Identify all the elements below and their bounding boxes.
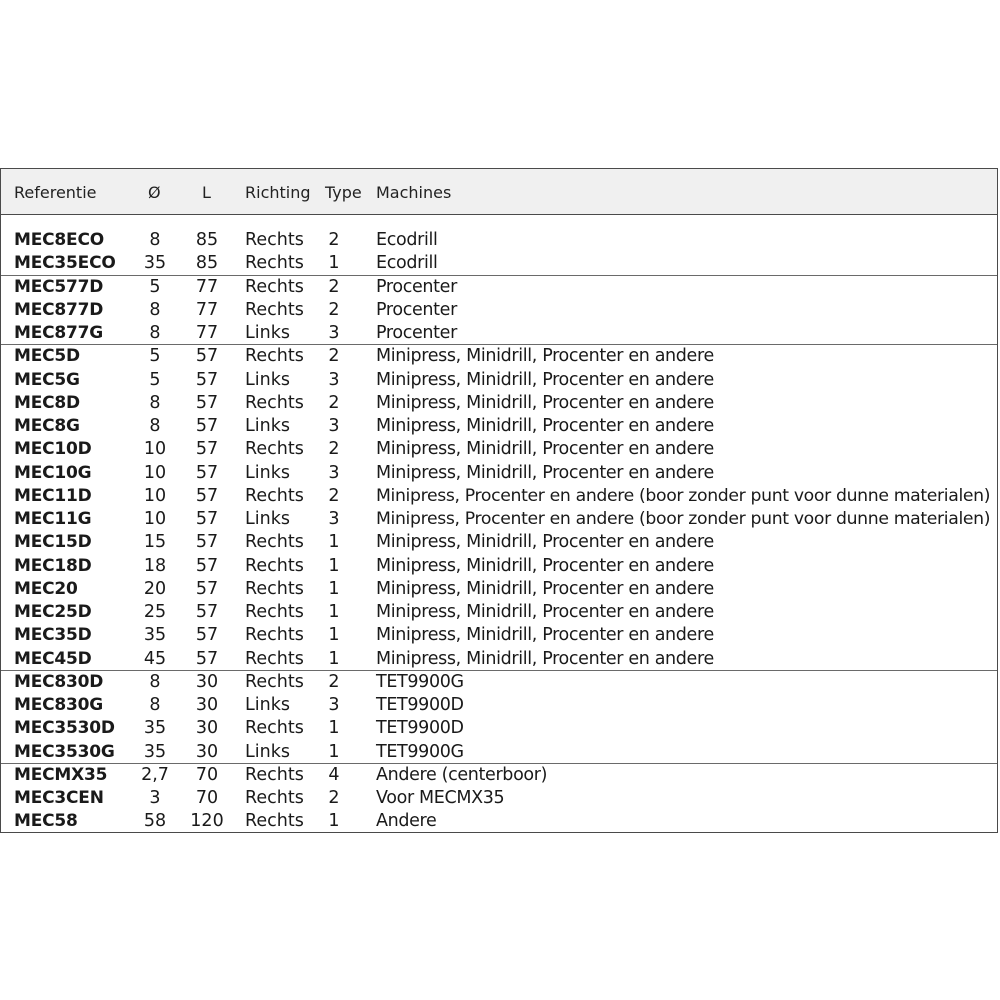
cell-mac: TET9900G <box>376 741 464 762</box>
table-row <box>1 601 997 624</box>
cell-dia: 15 <box>143 532 167 553</box>
cell-mac: Minipress, Minidrill, Procenter en andere <box>376 602 714 622</box>
cell-len: 70 <box>195 788 219 808</box>
cell-dia: 8 <box>149 671 161 692</box>
cell-dir: Rechts <box>245 346 304 367</box>
cell-typ: 2 <box>328 392 340 413</box>
cell-typ: 2 <box>328 671 340 692</box>
table-row <box>1 392 997 415</box>
table-row <box>1 810 997 833</box>
cell-dia: 2,7 <box>141 764 169 785</box>
header-machines: Machines <box>376 183 452 202</box>
cell-ref: MEC3530G <box>14 741 115 762</box>
cell-dir: Rechts <box>245 276 304 297</box>
cell-len: 77 <box>195 299 219 320</box>
cell-mac: Procenter <box>376 299 457 320</box>
cell-typ: 1 <box>328 741 340 762</box>
cell-mac: Minipress, Minidrill, Procenter en andere <box>376 532 714 553</box>
table-row <box>1 694 997 717</box>
cell-typ: 1 <box>328 532 340 553</box>
group-divider <box>1 344 997 345</box>
table-row <box>1 415 997 438</box>
cell-typ: 2 <box>328 346 340 367</box>
cell-mac: Minipress, Minidrill, Procenter en andere <box>376 625 714 646</box>
cell-len: 77 <box>195 276 219 297</box>
cell-ref: MEC577D <box>14 276 104 297</box>
cell-ref: MEC3530D <box>14 718 115 739</box>
cell-dia: 8 <box>149 416 161 436</box>
cell-dia: 10 <box>143 485 167 506</box>
cell-len: 30 <box>195 695 219 715</box>
table-row <box>1 229 997 252</box>
cell-ref: MEC15D <box>14 532 92 553</box>
table-row <box>1 578 997 601</box>
cell-mac: Voor MECMX35 <box>376 788 505 808</box>
cell-ref: MEC45D <box>14 648 92 669</box>
cell-ref: MEC20 <box>14 578 78 599</box>
cell-mac: Minipress, Minidrill, Procenter en andere <box>376 416 714 436</box>
cell-len: 30 <box>195 741 219 762</box>
cell-typ: 2 <box>328 299 340 320</box>
cell-typ: 3 <box>328 462 340 483</box>
cell-typ: 2 <box>328 439 340 460</box>
cell-typ: 2 <box>328 230 340 250</box>
cell-len: 57 <box>195 602 219 622</box>
cell-dir: Rechts <box>245 392 304 413</box>
cell-len: 57 <box>195 509 219 529</box>
cell-ref: MEC5D <box>14 346 80 367</box>
cell-ref: MEC35ECO <box>14 253 116 274</box>
cell-dir: Rechts <box>245 299 304 320</box>
table-row <box>1 741 997 764</box>
cell-ref: MEC8ECO <box>14 230 104 250</box>
cell-ref: MEC8G <box>14 416 80 436</box>
cell-mac: Minipress, Minidrill, Procenter en andere <box>376 578 714 599</box>
table-row <box>1 276 997 299</box>
cell-typ: 1 <box>328 602 340 622</box>
cell-dia: 10 <box>143 462 167 483</box>
cell-mac: Minipress, Procenter en andere (boor zonder punt voor dunne materialen) <box>376 485 991 506</box>
cell-dir: Rechts <box>245 648 304 669</box>
cell-len: 77 <box>195 323 219 343</box>
table-row <box>1 531 997 554</box>
cell-len: 57 <box>195 346 219 367</box>
cell-mac: Minipress, Minidrill, Procenter en andere <box>376 369 714 390</box>
cell-ref: MEC18D <box>14 555 92 576</box>
cell-dia: 5 <box>149 369 161 390</box>
table-row <box>1 322 997 345</box>
cell-ref: MEC10D <box>14 439 92 460</box>
cell-typ: 1 <box>328 648 340 669</box>
cell-typ: 1 <box>328 811 340 832</box>
table-row <box>1 671 997 694</box>
cell-ref: MEC830G <box>14 695 104 715</box>
cell-typ: 3 <box>328 509 340 529</box>
cell-len: 57 <box>195 648 219 669</box>
header-richting: Richting <box>245 183 311 202</box>
cell-len: 57 <box>195 578 219 599</box>
table-row <box>1 299 997 322</box>
cell-typ: 3 <box>328 695 340 715</box>
cell-dia: 10 <box>143 509 167 529</box>
cell-dia: 5 <box>149 276 161 297</box>
cell-typ: 1 <box>328 625 340 646</box>
cell-ref: MEC830D <box>14 671 104 692</box>
cell-dir: Rechts <box>245 764 304 785</box>
table-row <box>1 462 997 485</box>
cell-dir: Rechts <box>245 485 304 506</box>
cell-dir: Links <box>245 509 290 529</box>
cell-dir: Links <box>245 416 290 436</box>
cell-dia: 8 <box>149 230 161 250</box>
cell-len: 30 <box>195 671 219 692</box>
cell-mac: Minipress, Minidrill, Procenter en andere <box>376 346 714 367</box>
cell-dir: Rechts <box>245 578 304 599</box>
cell-ref: MEC8D <box>14 392 80 413</box>
cell-len: 30 <box>195 718 219 739</box>
cell-dia: 35 <box>143 741 167 762</box>
cell-typ: 4 <box>328 764 340 785</box>
cell-typ: 3 <box>328 323 340 343</box>
cell-typ: 1 <box>328 578 340 599</box>
cell-ref: MEC5G <box>14 369 80 390</box>
cell-ref: MEC25D <box>14 602 92 622</box>
group-divider <box>1 763 997 764</box>
cell-len: 57 <box>195 416 219 436</box>
cell-mac: Ecodrill <box>376 253 438 274</box>
cell-dia: 3 <box>149 788 161 808</box>
cell-ref: MEC877D <box>14 299 104 320</box>
table-row <box>1 555 997 578</box>
cell-mac: Andere <box>376 811 437 832</box>
cell-len: 57 <box>195 625 219 646</box>
cell-len: 57 <box>195 532 219 553</box>
table-row <box>1 648 997 671</box>
cell-dir: Rechts <box>245 625 304 646</box>
cell-ref: MEC58 <box>14 811 78 832</box>
cell-dir: Rechts <box>245 230 304 250</box>
cell-len: 57 <box>195 439 219 460</box>
cell-dia: 8 <box>149 695 161 715</box>
cell-typ: 3 <box>328 369 340 390</box>
table-row <box>1 764 997 787</box>
cell-mac: Minipress, Minidrill, Procenter en andere <box>376 439 714 460</box>
cell-dia: 5 <box>149 346 161 367</box>
cell-typ: 1 <box>328 253 340 274</box>
cell-mac: TET9900D <box>376 718 464 739</box>
cell-len: 57 <box>195 462 219 483</box>
cell-mac: TET9900G <box>376 671 464 692</box>
cell-dir: Links <box>245 369 290 390</box>
cell-ref: MEC11D <box>14 485 92 506</box>
table-header <box>1 169 997 215</box>
cell-len: 57 <box>195 369 219 390</box>
cell-ref: MEC35D <box>14 625 92 646</box>
cell-dia: 8 <box>149 392 161 413</box>
cell-mac: Procenter <box>376 276 457 297</box>
header-referentie: Referentie <box>14 183 97 202</box>
cell-ref: MEC10G <box>14 462 92 483</box>
cell-dir: Rechts <box>245 602 304 622</box>
table-row <box>1 438 997 461</box>
cell-dir: Links <box>245 741 290 762</box>
cell-dia: 8 <box>149 299 161 320</box>
table-row <box>1 508 997 531</box>
cell-dir: Links <box>245 695 290 715</box>
cell-ref: MEC11G <box>14 509 92 529</box>
cell-mac: Procenter <box>376 323 457 343</box>
cell-len: 70 <box>195 764 219 785</box>
group-divider <box>1 670 997 671</box>
cell-mac: Ecodrill <box>376 230 438 250</box>
cell-dia: 35 <box>143 625 167 646</box>
cell-dir: Rechts <box>245 788 304 808</box>
cell-mac: Minipress, Minidrill, Procenter en andere <box>376 462 714 483</box>
cell-dir: Rechts <box>245 532 304 553</box>
cell-len: 85 <box>195 230 219 250</box>
cell-dia: 8 <box>149 323 161 343</box>
product-table <box>0 168 998 833</box>
cell-typ: 3 <box>328 416 340 436</box>
cell-dia: 20 <box>143 578 167 599</box>
cell-typ: 2 <box>328 485 340 506</box>
table-row <box>1 345 997 368</box>
table-row <box>1 717 997 740</box>
cell-dia: 25 <box>143 602 167 622</box>
header-diameter: Ø <box>148 183 161 202</box>
cell-dia: 45 <box>143 648 167 669</box>
cell-mac: Minipress, Minidrill, Procenter en andere <box>376 648 714 669</box>
header-length: L <box>202 183 211 202</box>
table-row <box>1 787 997 810</box>
cell-ref: MEC3CEN <box>14 788 104 808</box>
cell-dia: 10 <box>143 439 167 460</box>
cell-dia: 35 <box>143 253 167 274</box>
cell-dia: 35 <box>143 718 167 739</box>
cell-mac: Minipress, Procenter en andere (boor zonder punt voor dunne materialen) <box>376 509 991 529</box>
cell-len: 57 <box>195 485 219 506</box>
cell-ref: MECMX35 <box>14 764 108 785</box>
table-row <box>1 252 997 275</box>
cell-len: 120 <box>190 811 224 832</box>
cell-ref: MEC877G <box>14 323 104 343</box>
cell-mac: Andere (centerboor) <box>376 764 548 785</box>
table-row <box>1 369 997 392</box>
cell-dir: Rechts <box>245 555 304 576</box>
cell-len: 57 <box>195 555 219 576</box>
cell-dir: Rechts <box>245 718 304 739</box>
group-divider <box>1 275 997 276</box>
table-row <box>1 624 997 647</box>
cell-dia: 18 <box>143 555 167 576</box>
cell-typ: 2 <box>328 276 340 297</box>
cell-dir: Rechts <box>245 811 304 832</box>
cell-dir: Rechts <box>245 439 304 460</box>
cell-typ: 1 <box>328 555 340 576</box>
cell-typ: 2 <box>328 788 340 808</box>
cell-len: 85 <box>195 253 219 274</box>
table-row <box>1 485 997 508</box>
cell-mac: Minipress, Minidrill, Procenter en andere <box>376 555 714 576</box>
cell-dia: 58 <box>143 811 167 832</box>
cell-typ: 1 <box>328 718 340 739</box>
cell-dir: Rechts <box>245 253 304 274</box>
cell-dir: Rechts <box>245 671 304 692</box>
header-type: Type <box>325 183 362 202</box>
cell-len: 57 <box>195 392 219 413</box>
cell-dir: Links <box>245 323 290 343</box>
cell-mac: TET9900D <box>376 695 464 715</box>
cell-mac: Minipress, Minidrill, Procenter en andere <box>376 392 714 413</box>
cell-dir: Links <box>245 462 290 483</box>
